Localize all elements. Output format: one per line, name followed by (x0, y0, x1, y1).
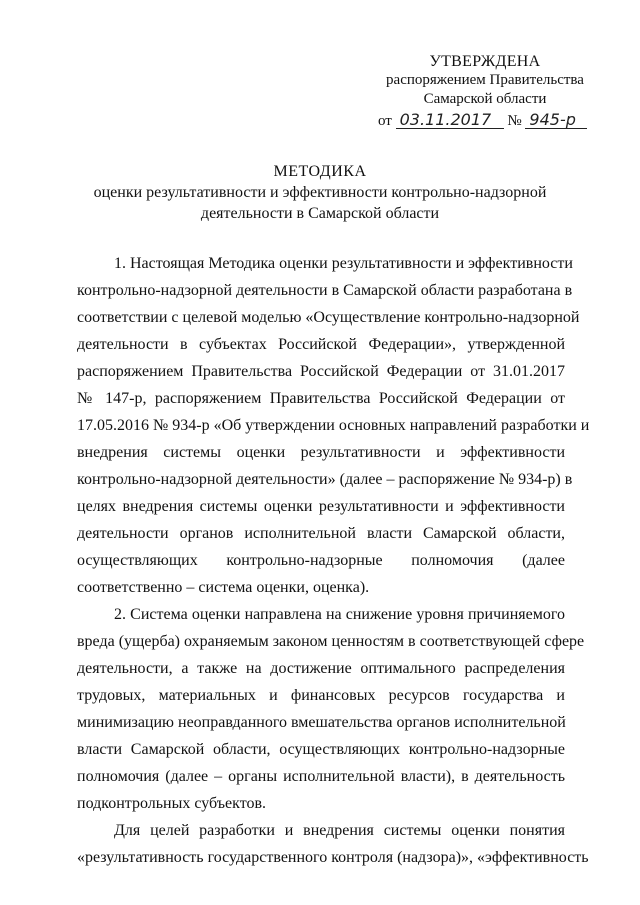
paragraph-1-line: целях внедрения системы оценки результативности и эффективности (77, 498, 565, 515)
approval-line-2: Самарской области (423, 91, 547, 107)
paragraph-2-line: власти Самарской области, осуществляющих контрольно-надзорные (77, 741, 565, 758)
paragraph-1-line: контрольно-надзорной деятельности в Самарской области разработана в (77, 282, 573, 299)
paragraph-1-line: осуществляющих контрольно-надзорные полномочия (далее (77, 552, 565, 569)
paragraph-3-line: «результативность государственного контроля (надзора)», «эффективность (77, 849, 589, 866)
paragraph-1-line: 1. Настоящая Методика оценки результативности и эффективности (114, 255, 573, 272)
paragraph-2-line: полномочия (далее – органы исполнительной власти), в деятельность (77, 768, 565, 785)
title-block (80, 162, 560, 224)
paragraph-2-line: подконтрольных субъектов. (77, 795, 267, 812)
paragraph-2-line: деятельности, а также на достижение оптимального распределения (77, 660, 565, 677)
number-prefix: № (507, 113, 522, 129)
paragraph-2-line: минимизацию неоправданного вмешательства органов исполнительной (77, 714, 566, 731)
paragraph-2-line: вреда (ущерба) охраняемым законом ценностям в соответствующей сфере (77, 633, 585, 650)
paragraph-2-line: 2. Система оценки направлена на снижение уровня причиняемого (114, 606, 565, 623)
approval-block (360, 52, 610, 109)
paragraph-1-line: № 147-р, распоряжением Правительства Российской Федерации от (77, 390, 565, 407)
number-handwritten: 945-р (525, 112, 587, 129)
approval-stamp: УТВЕРЖДЕНА (429, 53, 541, 70)
paragraph-1-line: деятельности в субъектах Российской Федерации», утвержденной (77, 336, 565, 353)
date-prefix: от (378, 113, 392, 129)
paragraph-1-line: соответственно – система оценки, оценка). (77, 579, 370, 596)
paragraph-1-line: соответствии с целевой моделью «Осуществление контрольно-надзорной (77, 309, 580, 326)
paragraph-1-line: распоряжением Правительства Российской Федерации от 31.01.2017 (77, 363, 565, 380)
document-subtitle-line-2: деятельности в Самарской области (200, 205, 440, 222)
approval-line-1: распоряжением Правительства (386, 72, 584, 88)
paragraph-1-line: контрольно-надзорной деятельности» (далее – распоряжение № 934-р) в (77, 471, 573, 488)
paragraph-2-line: трудовых, материальных и финансовых ресурсов государства и (77, 687, 565, 704)
paragraph-3-line: Для целей разработки и внедрения системы оценки понятия (114, 822, 565, 839)
approval-date-number (378, 112, 587, 130)
paragraph-1-line: деятельности органов исполнительной власти Самарской области, (77, 525, 565, 542)
paragraph-1-line: 17.05.2016 № 934-р «Об утверждении основных направлений разработки и (77, 417, 590, 434)
paragraph-1-line: внедрения системы оценки результативности и эффективности (77, 444, 565, 461)
date-handwritten: 03.11.2017 (396, 112, 504, 129)
document-subtitle-line-1: оценки результативности и эффективности контрольно-надзорной (93, 184, 547, 201)
document-title: МЕТОДИКА (273, 163, 367, 180)
